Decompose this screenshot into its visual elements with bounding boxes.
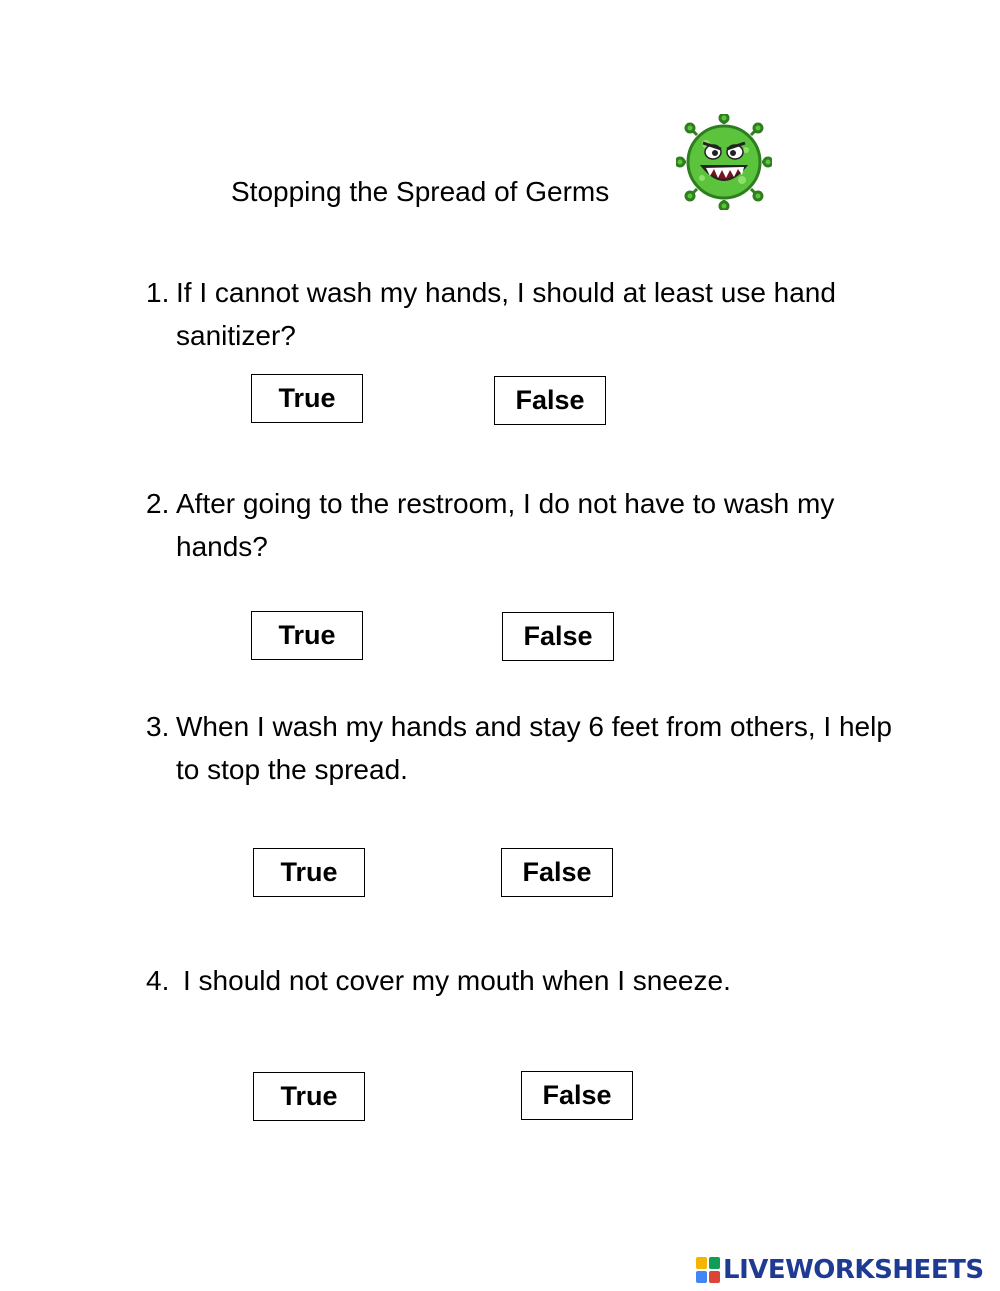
worksheet-title: Stopping the Spread of Germs (231, 176, 610, 207)
question-number: 2. (146, 488, 170, 519)
germ-monster-icon (676, 114, 772, 210)
question-number: 1. (146, 277, 170, 308)
q2-true-button[interactable]: True (251, 611, 363, 660)
q3-true-button[interactable]: True (253, 848, 365, 897)
question-number: 3. (146, 711, 170, 742)
question-number: 4. (146, 965, 170, 996)
question-text: If I cannot wash my hands, I should at least use hand sanitizer? (176, 277, 836, 351)
liveworksheets-brand[interactable] (696, 1253, 984, 1287)
brand-name: LIVEWORKSHEETS (723, 1255, 984, 1285)
q4-true-button[interactable]: True (253, 1072, 365, 1121)
q2-false-button[interactable]: False (502, 612, 614, 661)
question-text: After going to the restroom, I do not have to wash my hands? (176, 488, 835, 562)
q4-false-button[interactable]: False (521, 1071, 633, 1120)
q1-false-button[interactable]: False (494, 376, 606, 425)
liveworksheets-logo-icon (696, 1257, 720, 1283)
q1-true-button[interactable]: True (251, 374, 363, 423)
q3-false-button[interactable]: False (501, 848, 613, 897)
question-text: When I wash my hands and stay 6 feet from others, I help to stop the spread. (176, 711, 892, 785)
question-text: I should not cover my mouth when I sneeze. (183, 965, 731, 996)
